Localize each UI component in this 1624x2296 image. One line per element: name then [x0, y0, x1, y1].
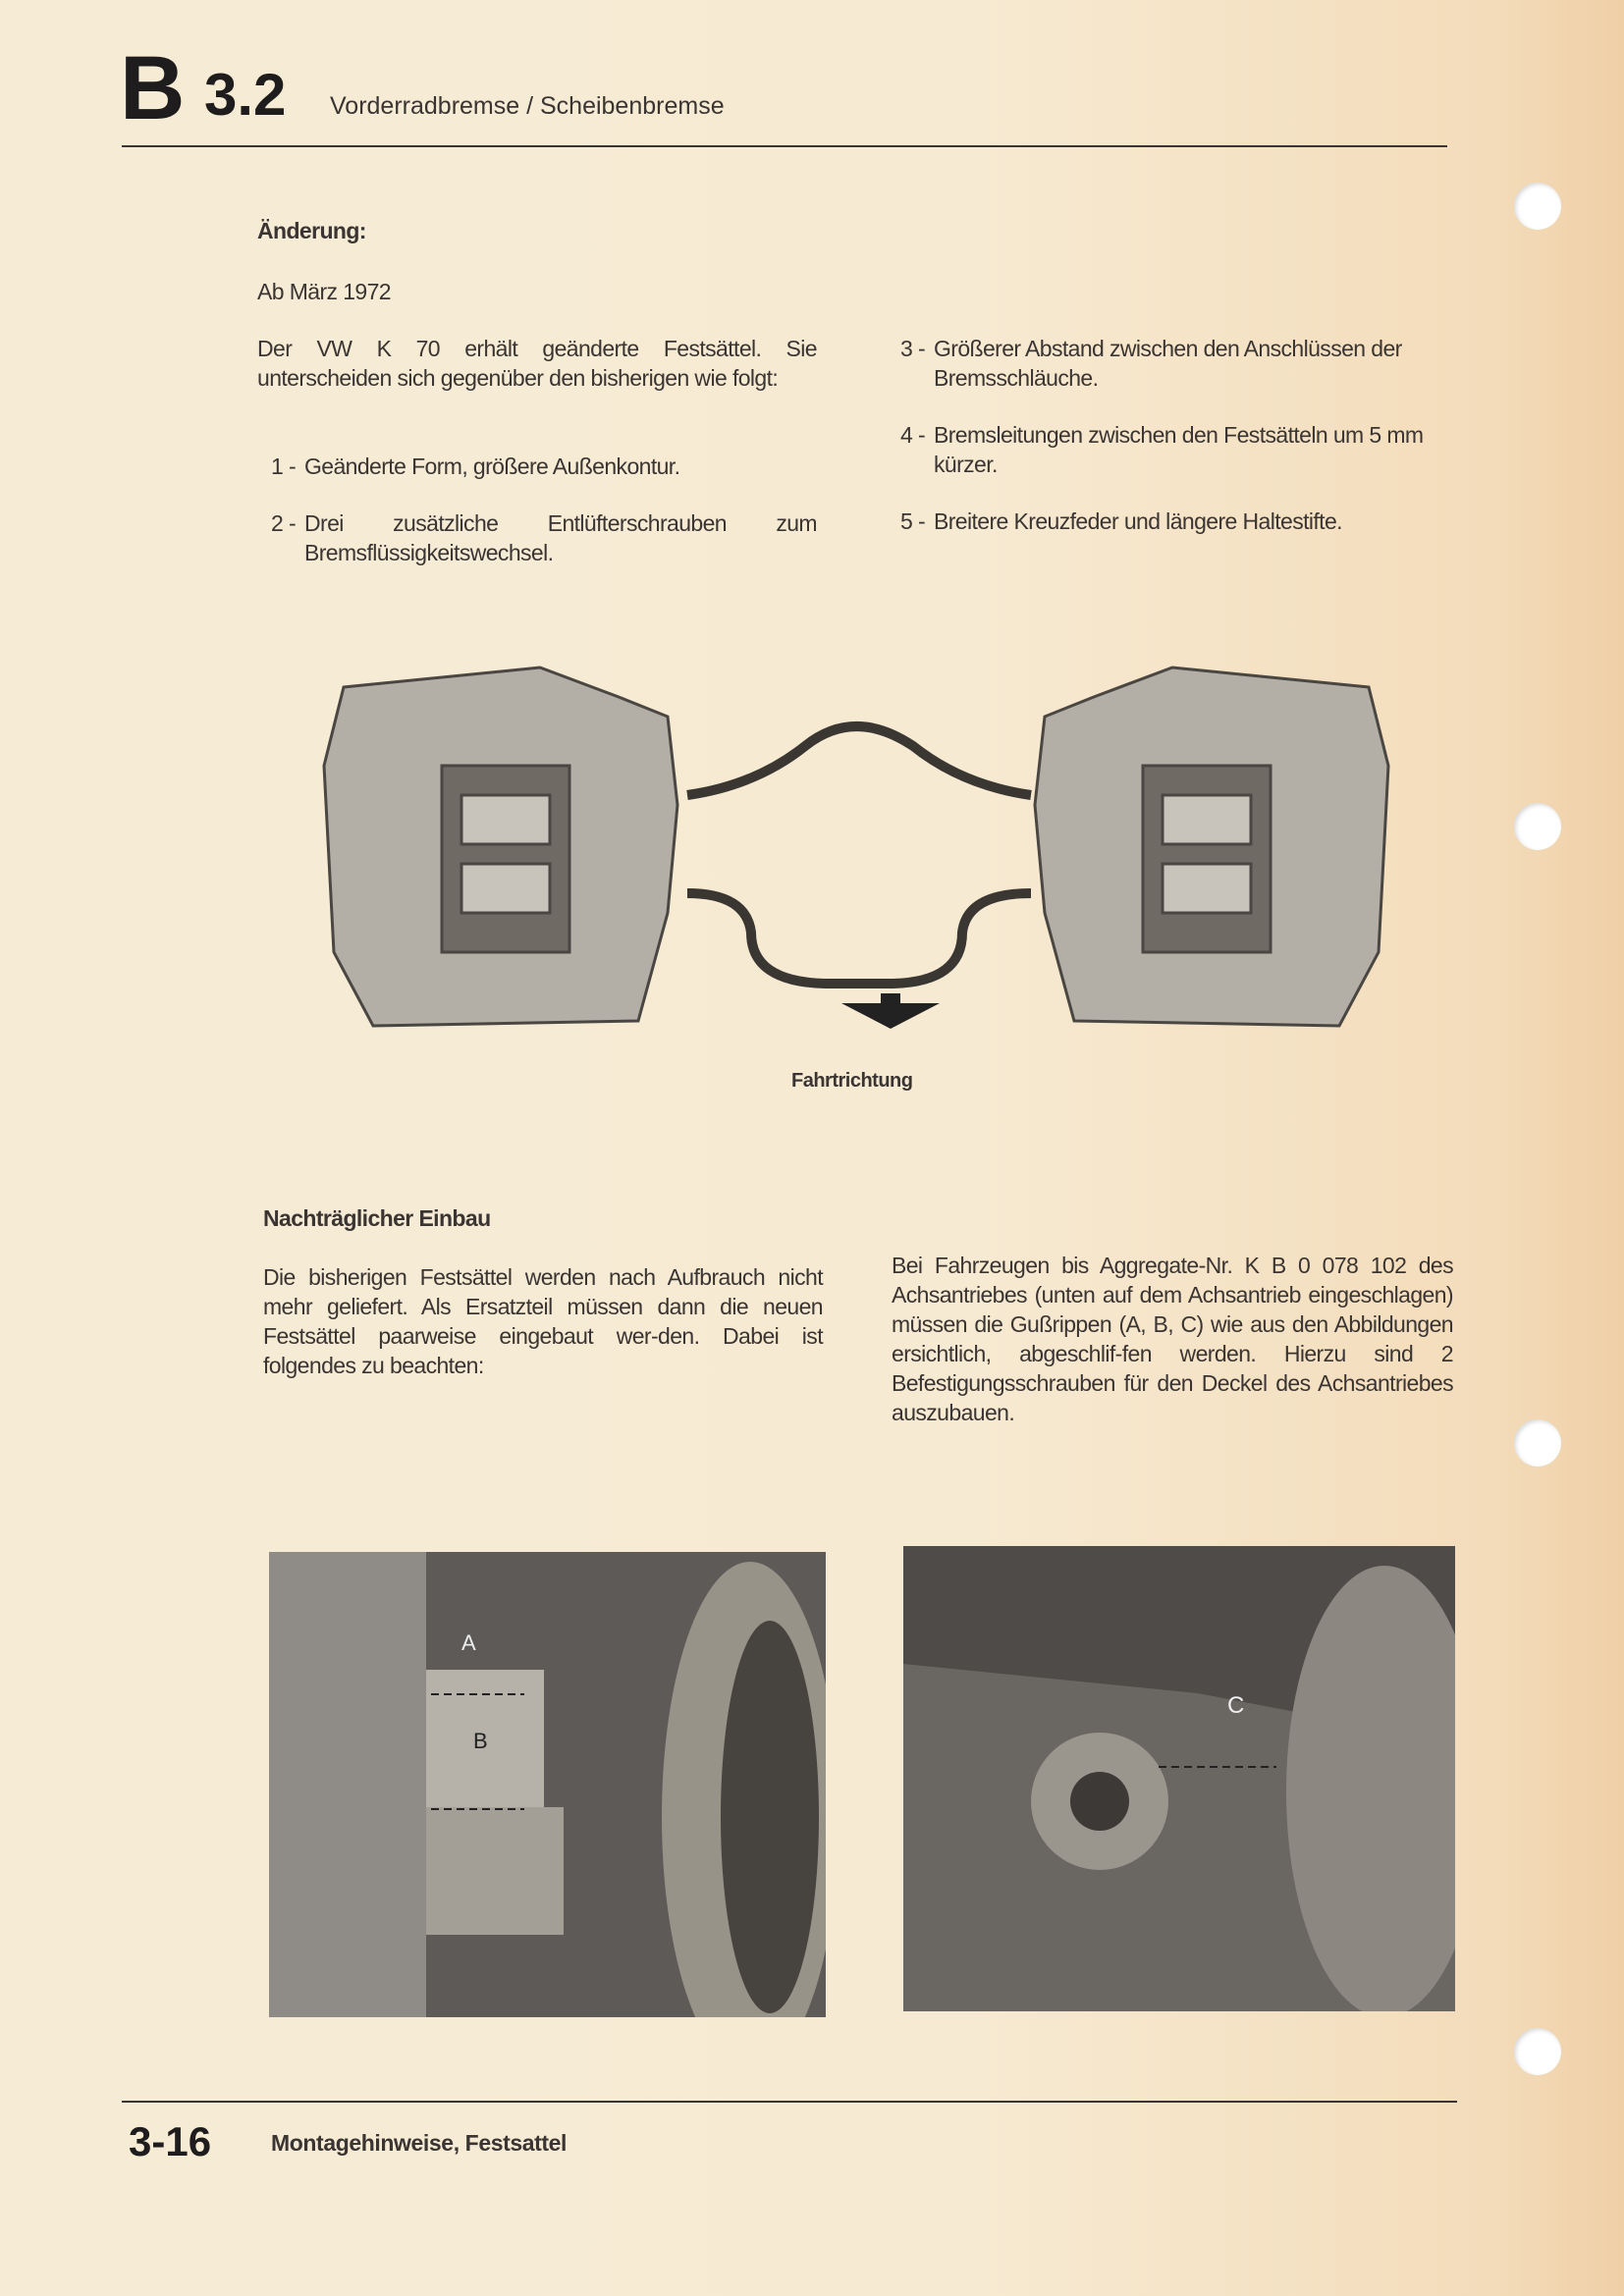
- photo-rib-c: [903, 1546, 1455, 2011]
- item-text: Größerer Abstand zwischen den Anschlüssen der Bremsschläuche.: [934, 336, 1402, 391]
- retrofit-heading: Nachträglicher Einbau: [263, 1205, 491, 1231]
- footer-title: Montagehinweise, Festsattel: [271, 2130, 568, 2156]
- item-text: Breitere Kreuzfeder und längere Haltestifte.: [934, 508, 1342, 534]
- list-item: [900, 420, 1450, 479]
- list-item: [900, 507, 1450, 536]
- item-number: 2 -: [271, 510, 297, 536]
- section-number: 3.2: [204, 62, 287, 128]
- change-heading: Änderung:: [257, 218, 366, 243]
- caliper-pair-photo: [314, 658, 1398, 1041]
- retrofit-right-text: Bei Fahrzeugen bis Aggregate-Nr. K B 0 078 102 des Achsantriebes (unten auf dem Achsantrieb eingeschlagen) müssen die Gußrippen (A, B, C) wie aus den Abbildungen ersichtlich, abgeschlif-fen werden. Hierzu sind 2 Befestigungsschrauben für den Deckel des Achsantriebes auszubauen.: [892, 1253, 1453, 1425]
- item-number: 3 -: [900, 336, 926, 361]
- item-number: 4 -: [900, 422, 926, 448]
- page-title: Vorderradbremse / Scheibenbremse: [330, 92, 725, 120]
- figure-caption: Fahrtrichtung: [791, 1070, 913, 1092]
- list-item: [271, 452, 817, 481]
- chapter-letter: B: [120, 38, 186, 138]
- punch-hole: [1514, 1419, 1561, 1467]
- item-number: 5 -: [900, 508, 926, 534]
- footer-rule: [122, 2101, 1457, 2103]
- change-date: Ab März 1972: [257, 279, 391, 304]
- direction-arrow-icon: [841, 993, 940, 1029]
- lower-brake-line: [687, 893, 1031, 984]
- list-item: [271, 508, 817, 567]
- retrofit-left-text: Die bisherigen Festsättel werden nach Aufbrauch nicht mehr geliefert. Als Ersatzteil müssen dann die neuen Festsättel paarweise eingebaut wer-den. Dabei ist folgendes zu beachten:: [263, 1264, 823, 1378]
- change-intro: Der VW K 70 erhält geänderte Festsättel. Sie unterscheiden sich gegenüber den bisherigen wie folgt:: [257, 336, 817, 391]
- item-text: Geänderte Form, größere Außenkontur.: [304, 454, 680, 479]
- photo-ribs-a-b: [269, 1552, 826, 2017]
- item-text: Bremsleitungen zwischen den Festsätteln um 5 mm kürzer.: [934, 422, 1424, 477]
- punch-hole: [1514, 803, 1561, 850]
- upper-brake-line: [687, 726, 1031, 795]
- label-a: A: [461, 1630, 476, 1655]
- header-rule: [122, 145, 1447, 147]
- punch-hole: [1514, 2028, 1561, 2075]
- item-text: Drei zusätzliche Entlüfterschrauben zum Bremsflüssigkeitswechsel.: [304, 510, 817, 565]
- page-number: 3-16: [129, 2118, 212, 2164]
- label-b: B: [473, 1729, 488, 1753]
- label-c: C: [1227, 1692, 1245, 1719]
- punch-hole: [1514, 183, 1561, 230]
- list-item: [900, 334, 1450, 393]
- right-caliper: [1035, 667, 1388, 1026]
- item-number: 1 -: [271, 454, 297, 479]
- left-caliper: [324, 667, 677, 1026]
